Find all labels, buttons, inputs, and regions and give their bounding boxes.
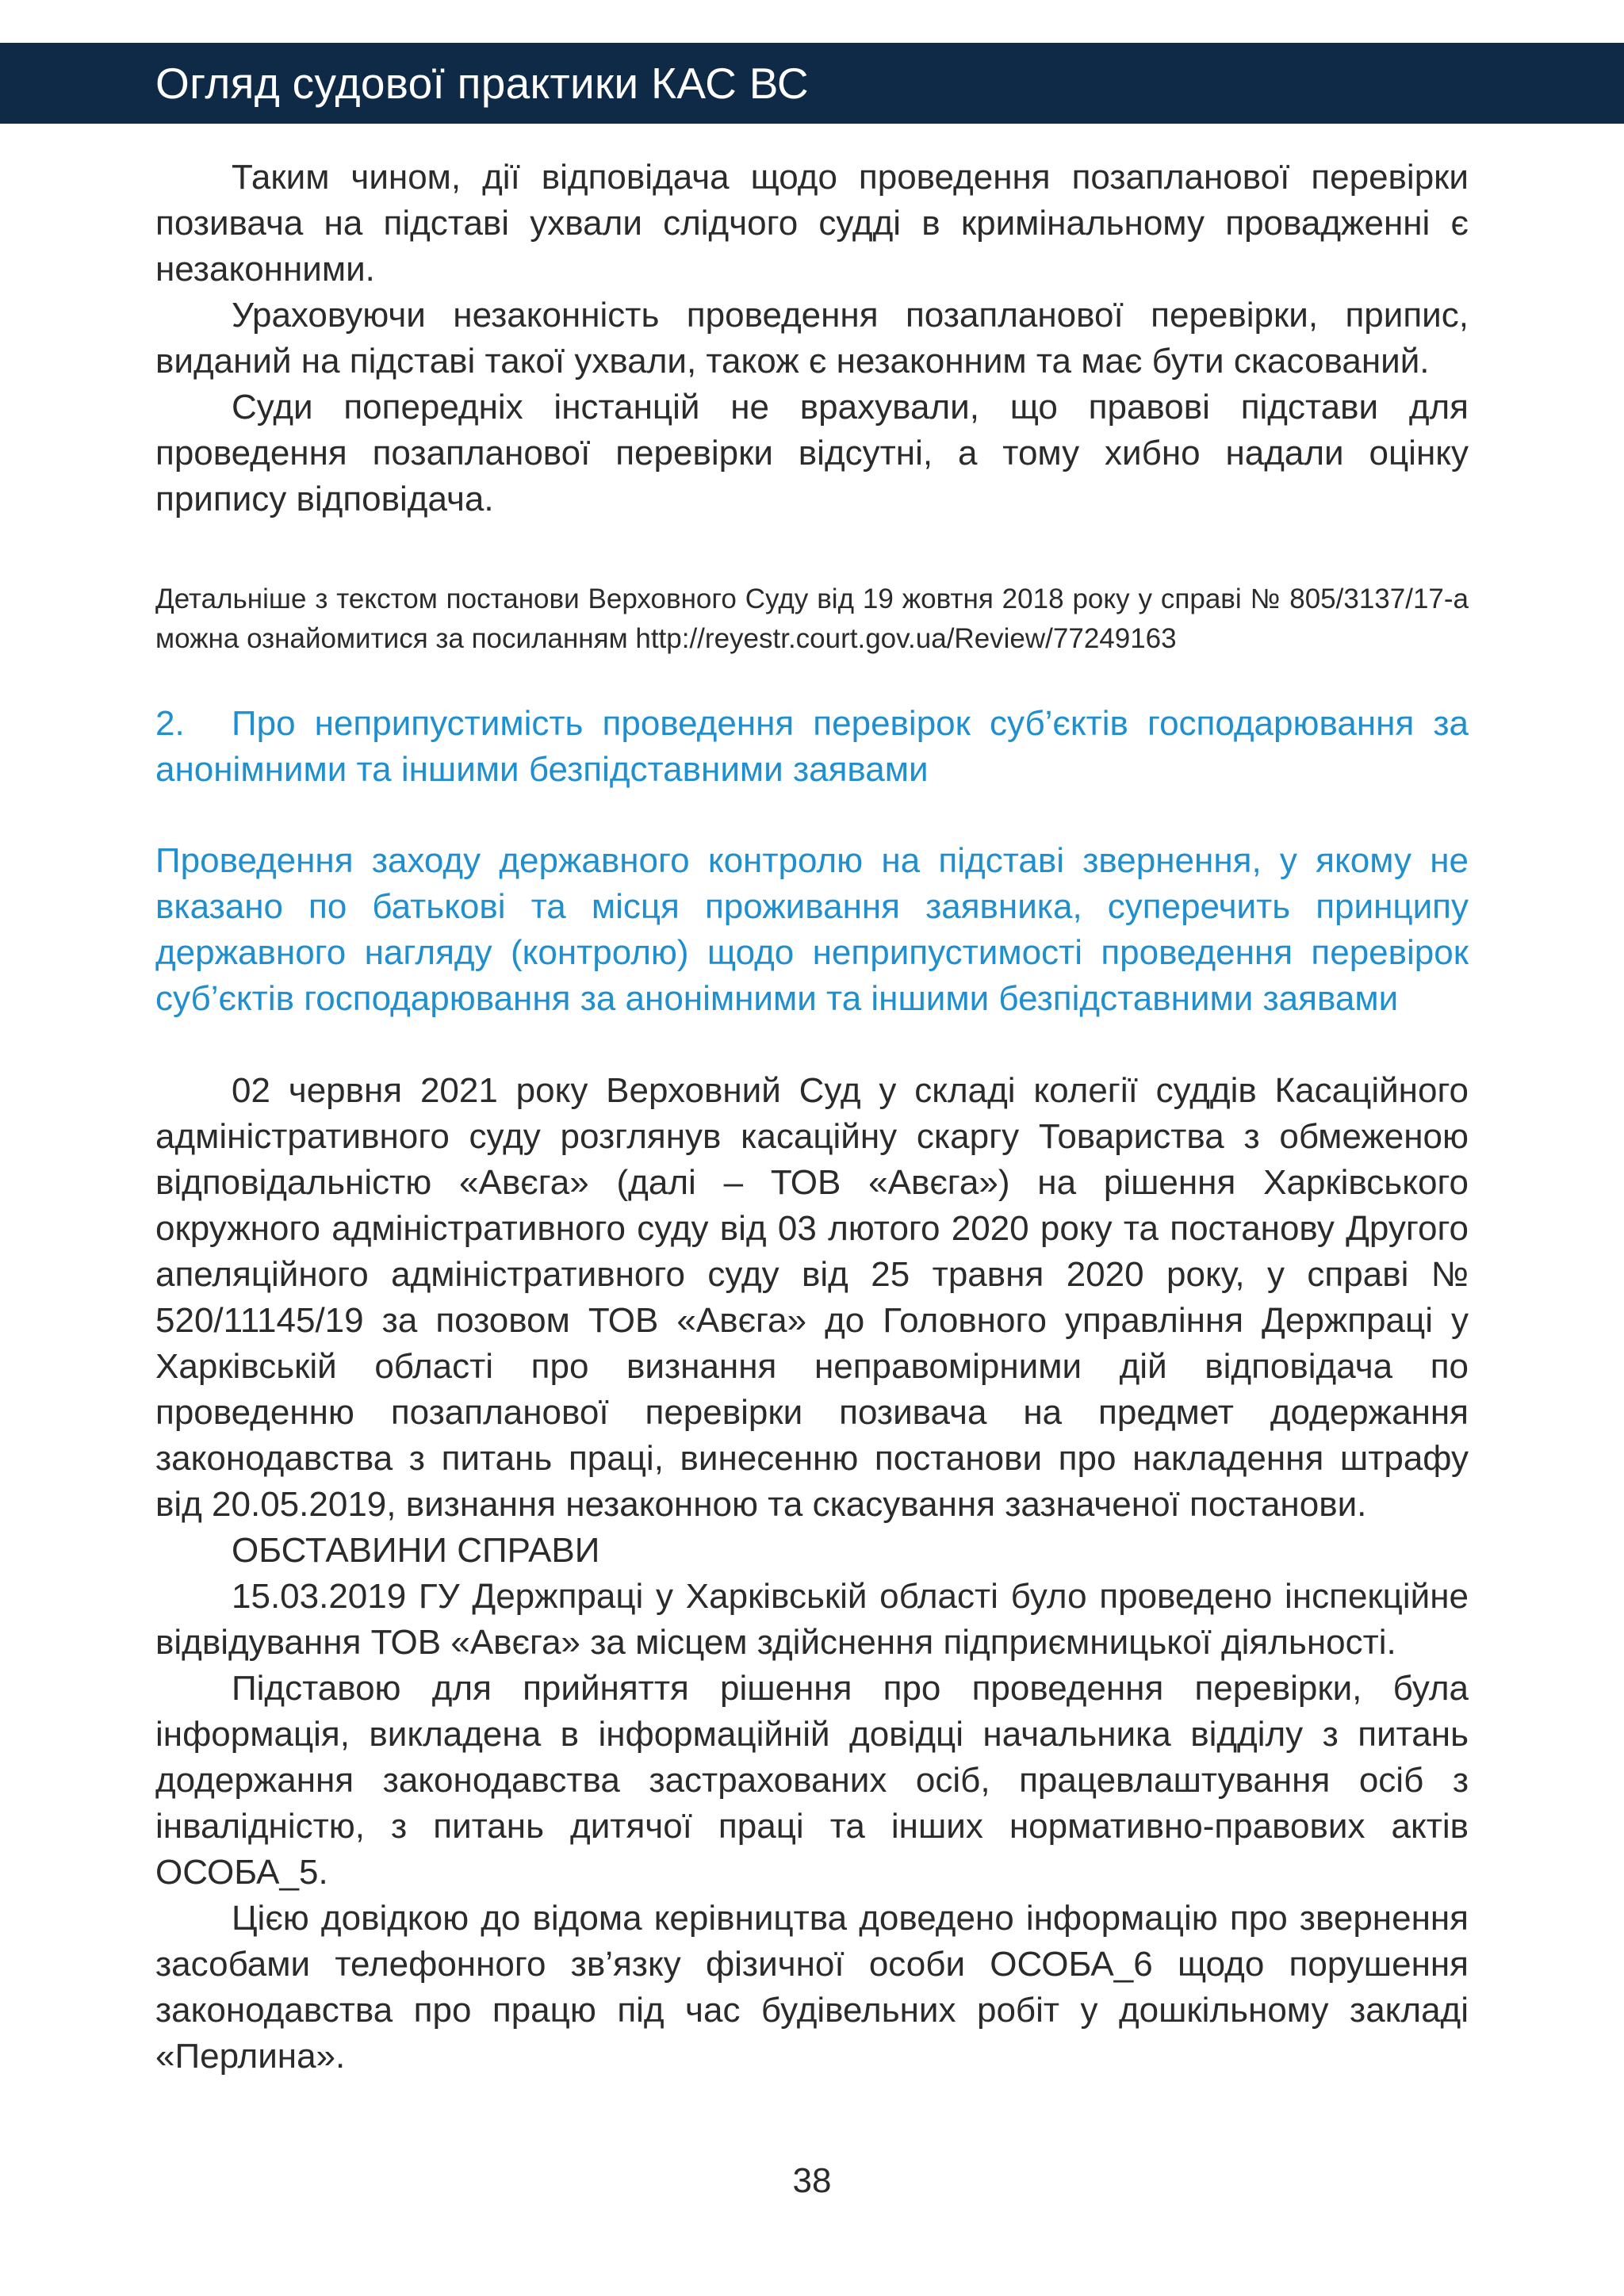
circumstances-heading: ОБСТАВИНИ СПРАВИ [232,1531,600,1570]
body-paragraph-3: Підставою для прийняття рішення про проведення перевірки, була інформація, викладена в інформаційній довідці начальника відділу з питань додержання законодавства застрахованих осіб, працевлаштування осіб з інвалідністю, з питань дитячої праці та інших нормативно-правових актів ОСОБА_5. [155,1669,1469,1892]
body-paragraph-4: Цією довідкою до відома керівництва доведено інформацію про звернення засобами телефонного зв’язку фізичної особи ОСОБА_6 щодо порушення законодавства про працю під час будівельних робіт у дошкільному закладі «Перлина». [155,1899,1469,2076]
intro-paragraph-3: Суди попередніх інстанцій не врахували, що правові підстави для проведення позапланової перевірки відсутні, а тому хибно надали оцінку припису відповідача. [155,388,1469,519]
section-heading [155,701,1469,793]
page-content [155,155,1469,2080]
page-number: 38 [792,2161,832,2200]
section-number: 2. [155,704,185,743]
intro-paragraph-2: Ураховуючи незаконність проведення позапланової перевірки, припис, виданий на підставі такої ухвали, також є незаконним та має бути скасований. [155,296,1469,381]
body-paragraph-2: 15.03.2019 ГУ Держпраці у Харківській області було проведено інспекційне відвідування ТОВ «Авєга» за місцем здійснення підприємницької діяльності. [155,1577,1469,1662]
reference-note: Детальніше з текстом постанови Верховного Суду від 19 жовтня 2018 року у справі № 805/3137/17-а можна ознайомитися за посиланням http://reyestr.court.gov.ua/Review/77249163 [155,584,1469,654]
header-title: Огляд судової практики КАС ВС [155,59,809,108]
section-title: Про неприпустимість проведення перевірок суб’єктів господарювання за анонімними та іншими безпідставними заявами [155,704,1469,789]
body-paragraph-1: 02 червня 2021 року Верховний Суд у складі колегії суддів Касаційного адміністративного суду розглянув касаційну скаргу Товариства з обмеженою відповідальністю «Авєга» (далі – ТОВ «Авєга») на рішення Харківського окружного адміністративного суду від 03 лютого 2020 року та постанову Другого апеляційного адміністративного суду від 25 травня 2020 року, у справі № 520/11145/19 за позовом ТОВ «Авєга» до Головного управління Держпраці у Харківській області про визнання неправомірними дій відповідача по проведенню позапланової перевірки позивача на предмет додержання законодавства з питань праці, винесенню постанови про накладення штрафу від 20.05.2019, визнання незаконною та скасування зазначеної постанови. [155,1071,1469,1524]
intro-paragraph-1: Таким чином, дії відповідача щодо проведення позапланової перевірки позивача на підставі ухвали слідчого судді в кримінальному провадженні є незаконними. [155,158,1469,289]
section-summary: Проведення заходу державного контролю на підставі звернення, у якому не вказано по батькові та місця проживання заявника, суперечить принципу державного нагляду (контролю) щодо неприпустимості проведення перевірок суб’єктів господарювання за анонімними та іншими безпідставними заявами [155,841,1469,1018]
